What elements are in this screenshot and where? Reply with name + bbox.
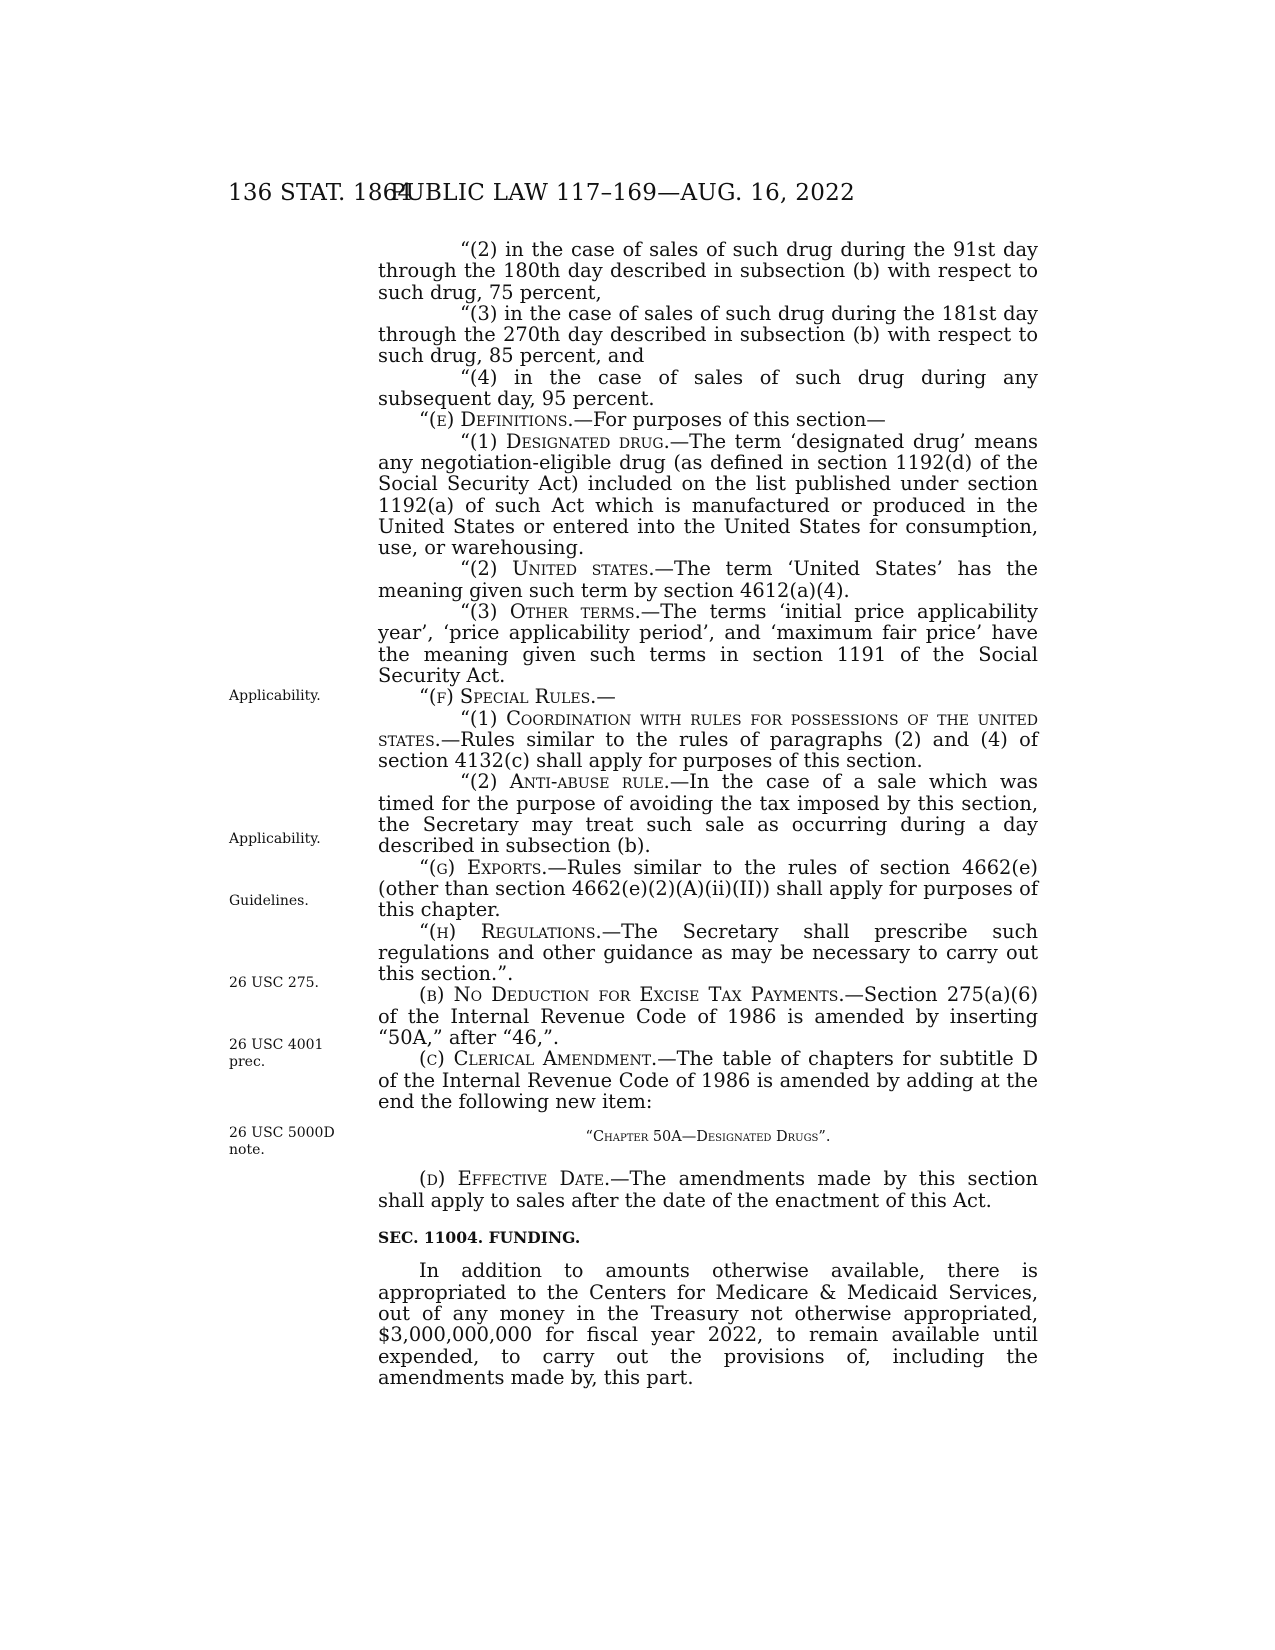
subsection-g: [378, 857, 1038, 921]
chapter-item: “Chapter 50A—Designated Drugs”.: [585, 1129, 831, 1146]
special-rule-1: [378, 708, 1038, 772]
law-reference: PUBLIC LAW 117–169—AUG. 16, 2022: [390, 180, 856, 206]
subsection-e: [378, 409, 1038, 430]
margin-note-usc-275: 26 USC 275.: [229, 975, 319, 991]
subsection-h-text: —The Secretary shall prescribe such regulations and other guidance as may be necessary to carry out this section.”.: [378, 919, 1038, 986]
definition-3: [378, 601, 1038, 686]
margin-note-usc-5000d: 26 USC 5000D note.: [229, 1125, 335, 1158]
margin-note-applicability: Applicability.: [229, 831, 321, 847]
subsection-c: [378, 1048, 1038, 1112]
subsection-d-text: —The amendments made by this section shall apply to sales after the date of the enactment of this Act.: [378, 1167, 1038, 1212]
funding-paragraph: In addition to amounts otherwise available, there is appropriated to the Centers for Medicare & Medicaid Services, out of any money in the Treasury not otherwise appropriated, $3,000,000,000 for fiscal year 2022, to remain available until expended, to carry out the provisions of, including the amendments made by, this part.: [378, 1259, 1038, 1389]
subsection-d-heading: (d) Effective Date.: [419, 1167, 611, 1191]
subsection-f-heading: “(f) Special Rules.: [419, 685, 597, 709]
margin-note-guidelines: Guidelines.: [229, 893, 309, 909]
paragraph-2: “(2) in the case of sales of such drug during the 91st day through the 180th day described in subsection (b) with respect to such drug, 75 percent,: [378, 238, 1038, 304]
subsection-b-text: —Section 275(a)(6) of the Internal Revenue Code of 1986 is amended by inserting “50A,” after “46,”.: [378, 983, 1039, 1049]
definition-3-heading: “(3) Other terms.: [460, 600, 641, 624]
subsection-e-text: —For purposes of this section—: [573, 408, 886, 432]
definition-2-heading: “(2) United states.: [460, 557, 655, 581]
subsection-c-text: —The table of chapters for subtitle D of the Internal Revenue Code of 1986 is amended by adding at the end the following new item:: [378, 1047, 1038, 1113]
subsection-c-heading: (c) Clerical Amendment.: [419, 1047, 658, 1071]
subsection-d: [378, 1168, 1038, 1211]
subsection-b-heading: (b) No Deduction for Excise Tax Payments.: [419, 983, 845, 1007]
subsection-g-text: —Rules similar to the rules of section 4662(e) (other than section 4662(e)(2)(A)(ii)(II)) shall apply for purposes of this chapter.: [378, 855, 1038, 922]
special-rule-2-text: —In the case of a sale which was timed for the purpose of avoiding the tax imposed by this section, the Secretary may treat such sale as occurring during a day described in subsection (b).: [378, 770, 1038, 858]
subsection-b: [378, 984, 1038, 1048]
document-body: [378, 239, 1038, 1388]
special-rule-2-heading: “(2) Anti-abuse rule.: [460, 770, 670, 794]
subsection-f-text: —: [596, 685, 616, 709]
subsection-f: [378, 686, 1038, 707]
subsection-h-heading: “(h) Regulations.: [419, 919, 602, 943]
paragraph-4: “(4) in the case of sales of such drug during any subsequent day, 95 percent.: [378, 365, 1038, 411]
margin-note-usc-4001: 26 USC 4001 prec.: [229, 1037, 324, 1070]
definition-2: [378, 558, 1038, 601]
definition-3-text: —The terms ‘initial price applicability year’, ‘price applicability period’, and ‘maximum fair price’ have the meaning given such terms in section 1191 of the Social Security Act.: [378, 600, 1038, 687]
section-heading: SEC. 11004. FUNDING.: [378, 1228, 581, 1248]
definition-1-text: —The term ‘designated drug’ means any negotiation-eligible drug (as defined in section 1192(d) of the Social Security Act) included on the list published under section 1192(a) of such Act which is manufactured or produced in the United States or entered into the United States for consumption, use, or warehousing.: [378, 429, 1038, 560]
page-header: [0, 180, 1275, 220]
definition-1: [378, 431, 1038, 559]
definition-1-heading: “(1) Designated drug.: [460, 429, 670, 453]
special-rule-1-text: —Rules similar to the rules of paragraphs (2) and (4) of section 4132(c) shall apply for purposes of this section.: [378, 727, 1038, 773]
definition-2-text: —The term ‘United States’ has the meaning given such term by section 4612(a)(4).: [378, 557, 1038, 602]
paragraph-3: “(3) in the case of sales of such drug during the 181st day through the 270th day described in subsection (b) with respect to such drug, 85 percent, and: [378, 301, 1038, 368]
page-reference: 136 STAT. 1864: [228, 180, 413, 206]
special-rule-1-heading: “(1) Coordination with rules for possessions of the united states.: [378, 706, 1038, 751]
special-rule-2: [378, 771, 1038, 856]
subsection-g-heading: “(g) Exports.: [419, 855, 548, 879]
margin-note-applicability: Applicability.: [229, 688, 321, 704]
subsection-e-heading: “(e) Definitions.: [419, 408, 574, 432]
subsection-h: [378, 921, 1038, 985]
